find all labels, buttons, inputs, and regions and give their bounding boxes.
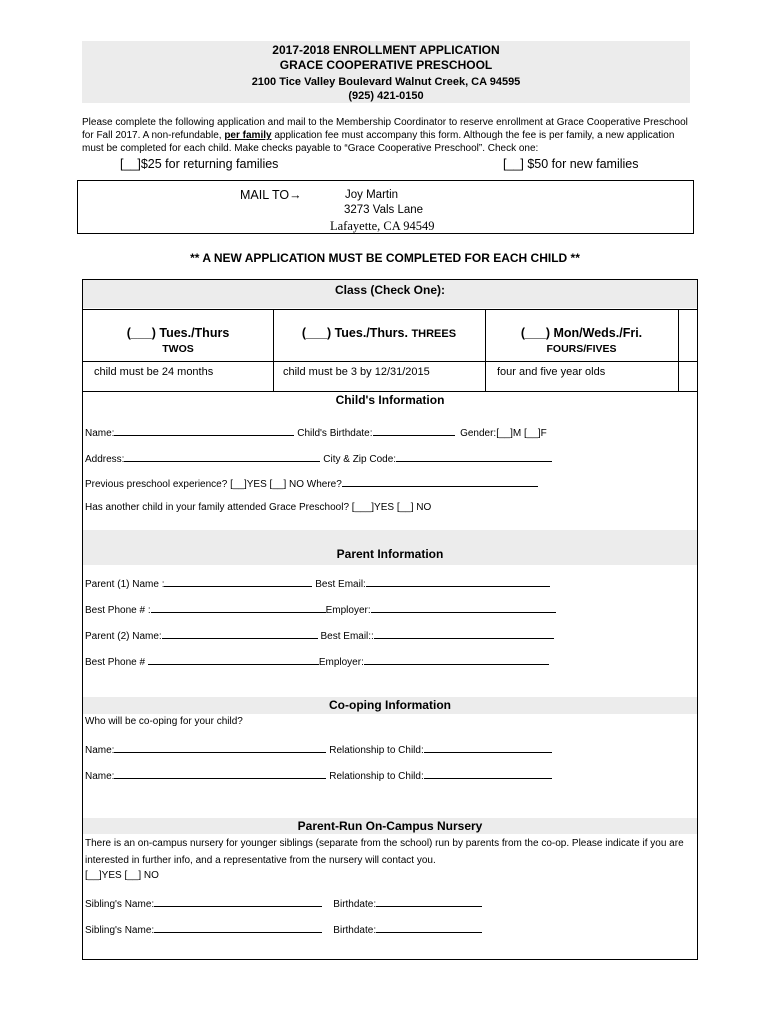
child-birthdate-field[interactable]	[373, 425, 455, 436]
coop-info-heading: Co-oping Information	[83, 697, 697, 714]
parent1-name-field[interactable]	[164, 576, 312, 587]
class-twos-requirement: child must be 24 months	[94, 366, 214, 378]
instructions: Please complete the following application and mail to the Membership Coordinator to reserve enrollment at Grace Cooperative Preschool for Fall 2017. A non-refundable, per family application fee must accompany this form. Although the fee is per family, a new application must be completed for each child. Make checks payable to “Grace Cooperative Preschool”. Check one:	[82, 117, 688, 154]
school-address: 2100 Tice Valley Boulevard Walnut Creek, CA 94595	[251, 76, 521, 88]
parent2-email-field[interactable]	[374, 628, 554, 639]
child-name-field[interactable]	[114, 425, 294, 436]
mail-recipient: Joy Martin	[345, 189, 399, 201]
parent2-name-field[interactable]	[162, 628, 318, 639]
sibling-birthdate-field-2[interactable]	[376, 922, 482, 933]
sibling-attended-checkbox[interactable]: Has another child in your family attended Grace Preschool? [___]YES [__] NO	[85, 502, 432, 513]
class-fours-fives-label: FOURS/FIVES	[546, 343, 617, 355]
gender-checkbox[interactable]: Gender:[__]M [__]F	[460, 428, 547, 439]
child-info-heading: Child's Information	[335, 393, 445, 407]
coop-relationship-field-1[interactable]	[424, 742, 552, 753]
class-options	[83, 310, 697, 392]
school-name: GRACE COOPERATIVE PRESCHOOL	[279, 58, 493, 72]
parent2-employer-field[interactable]	[364, 654, 549, 665]
sibling-name-field-1[interactable]	[154, 896, 322, 907]
nursery-sibling-row-2: Sibling's Name: Birthdate:	[85, 922, 482, 936]
school-phone: (925) 421-0150	[348, 90, 424, 102]
parent2-phone-row: Best Phone # Employer:	[85, 654, 549, 668]
class-option-fours-fives[interactable]: (___) Mon/Weds./Fri.	[520, 326, 643, 340]
nursery-description: There is an on-campus nursery for younger siblings (separate from the school) run by parents from the co-op. Please indicate if you are interested in further info, and a representative from the nursery will contact you.	[85, 838, 684, 866]
coop-relationship-field-2[interactable]	[424, 768, 552, 779]
parent2-phone-field[interactable]	[148, 654, 319, 665]
fee-returning-checkbox[interactable]: [__]$25 for returning families	[120, 157, 279, 171]
header-block	[82, 41, 690, 103]
class-option-threes[interactable]: (___) Tues./Thurs. THREES	[301, 326, 457, 340]
coop-row-2: Name: Relationship to Child:	[85, 768, 552, 782]
coop-name-field-1[interactable]	[114, 742, 326, 753]
nursery-sibling-row-1: Sibling's Name: Birthdate:	[85, 896, 482, 910]
mail-to-label: MAIL TO→	[240, 188, 302, 202]
coop-row-1: Name: Relationship to Child:	[85, 742, 552, 756]
parent1-row: Parent (1) Name : Best Email:	[85, 576, 550, 590]
class-option-twos[interactable]: (___) Tues./Thurs	[126, 326, 230, 340]
mail-street: 3273 Vals Lane	[344, 204, 424, 216]
child-address-field[interactable]	[124, 451, 320, 462]
sibling-name-field-2[interactable]	[154, 922, 322, 933]
coop-question: Who will be co-oping for your child?	[85, 716, 243, 727]
parent1-email-field[interactable]	[366, 576, 550, 587]
previous-preschool-checkbox[interactable]: Previous preschool experience? [__]YES [__] NO Where?	[85, 479, 342, 490]
child-address-row: Address: City & Zip Code:	[85, 451, 552, 465]
parent1-employer-field[interactable]	[371, 602, 556, 613]
form-title: 2017-2018 ENROLLMENT APPLICATION	[272, 43, 500, 57]
mail-city: Lafayette, CA 94549	[330, 219, 435, 233]
notice-banner: ** A NEW APPLICATION MUST BE COMPLETED FOR EACH CHILD **	[190, 251, 580, 265]
nursery-heading: Parent-Run On-Campus Nursery	[83, 818, 697, 834]
previous-preschool-row	[85, 476, 538, 490]
coop-name-field-2[interactable]	[114, 768, 326, 779]
class-fours-fives-requirement: four and five year olds	[497, 366, 606, 378]
parent1-phone-row: Best Phone # : Employer:	[85, 602, 556, 616]
per-family-emphasis: per family	[224, 130, 272, 141]
parent1-phone-field[interactable]	[151, 602, 326, 613]
class-twos-label: TWOS	[162, 343, 194, 355]
child-name-row: Name: Child's Birthdate: Gender:[__]M [__]F	[85, 425, 547, 439]
class-heading: Class (Check One):	[83, 280, 697, 308]
sibling-birthdate-field-1[interactable]	[376, 896, 482, 907]
fee-new-checkbox[interactable]: [__] $50 for new families	[503, 157, 639, 171]
previous-preschool-where-field[interactable]	[342, 476, 538, 487]
parent2-row: Parent (2) Name: Best Email::	[85, 628, 554, 642]
nursery-interest-checkbox[interactable]: [__]YES [__] NO	[85, 870, 159, 881]
child-cityzip-field[interactable]	[396, 451, 552, 462]
class-threes-requirement: child must be 3 by 12/31/2015	[283, 366, 430, 378]
parent-info-heading: Parent Information	[83, 530, 697, 565]
